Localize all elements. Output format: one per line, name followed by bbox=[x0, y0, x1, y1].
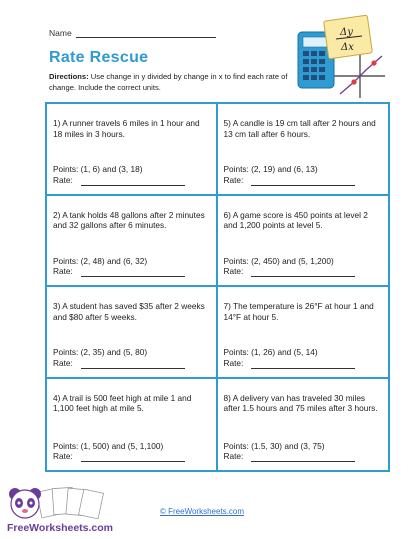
rate-answer-field[interactable] bbox=[53, 175, 210, 186]
rate-label: Rate: bbox=[223, 174, 244, 185]
logo-text: FreeWorksheets.com bbox=[7, 522, 113, 534]
problem-answer-area bbox=[53, 164, 210, 189]
rate-label: Rate: bbox=[53, 266, 73, 277]
problem-cell bbox=[218, 287, 389, 379]
footer-copyright-link[interactable]: © FreeWorksheets.com bbox=[160, 507, 244, 516]
problem-points: Points: (2, 48) and (6, 32) bbox=[53, 255, 148, 266]
directions-text: Use change in y divided by change in x to find each rate of change. Include the correct units. bbox=[49, 72, 288, 92]
problem-points: Points: (1, 6) and (3, 18) bbox=[53, 164, 143, 175]
problem-text: 6) A game score is 450 points at level 2 and 1,200 points at level 5. bbox=[223, 209, 368, 231]
rate-label: Rate: bbox=[53, 451, 73, 462]
problem-answer-area bbox=[224, 347, 383, 372]
problem-points: Points: (2, 450) and (5, 1,200) bbox=[223, 255, 334, 266]
freeworksheets-logo bbox=[5, 482, 113, 536]
rate-blank-line[interactable] bbox=[251, 359, 355, 369]
graph-point bbox=[371, 60, 376, 65]
worksheet-stack-icon bbox=[37, 487, 104, 518]
rate-blank-line[interactable] bbox=[81, 359, 185, 369]
problem-cell bbox=[47, 287, 218, 379]
delta-card bbox=[324, 15, 373, 59]
rate-blank-line[interactable] bbox=[251, 267, 355, 277]
problem-cell bbox=[47, 196, 218, 288]
rate-blank-line[interactable] bbox=[251, 452, 355, 462]
rate-label: Rate: bbox=[223, 451, 244, 462]
rate-blank-line[interactable] bbox=[81, 452, 185, 462]
rate-answer-field[interactable] bbox=[53, 266, 210, 277]
problem-text: 1) A runner travels 6 miles in 1 hour and 18 miles in 3 hours. bbox=[53, 118, 200, 139]
rate-blank-line[interactable] bbox=[81, 176, 185, 186]
problem-points: Points: (1.5, 30) and (3, 75) bbox=[223, 440, 325, 451]
rate-label: Rate: bbox=[223, 357, 244, 368]
graph-point bbox=[351, 79, 356, 84]
rate-blank-line[interactable] bbox=[81, 267, 185, 277]
rate-label: Rate: bbox=[223, 266, 244, 277]
rate-answer-field[interactable] bbox=[53, 358, 210, 369]
problem-cell bbox=[47, 104, 218, 196]
problem-answer-area bbox=[224, 164, 383, 189]
problem-points: Points: (1, 26) and (5, 14) bbox=[223, 347, 318, 358]
problem-text: 8) A delivery van has traveled 30 miles after 1.5 hours and 75 miles after 3 hours. bbox=[223, 392, 378, 414]
problem-points: Points: (1, 500) and (5, 1,100) bbox=[53, 440, 164, 451]
rate-answer-field[interactable] bbox=[224, 358, 383, 369]
name-label: Name bbox=[49, 28, 72, 38]
rate-answer-field[interactable] bbox=[224, 451, 383, 462]
worksheet-title: Rate Rescue bbox=[49, 49, 149, 66]
problem-text: 4) A trail is 500 feet high at mile 1 and 1,100 feet high at mile 5. bbox=[53, 392, 192, 414]
delta-x-text: Δx bbox=[341, 42, 354, 53]
problem-answer-area bbox=[224, 441, 383, 466]
rate-blank-line[interactable] bbox=[251, 176, 355, 186]
problem-cell bbox=[218, 379, 389, 471]
problem-cell bbox=[47, 379, 218, 471]
rate-label: Rate: bbox=[53, 357, 73, 368]
problem-answer-area bbox=[224, 256, 383, 281]
problem-grid bbox=[45, 102, 390, 472]
rate-answer-field[interactable] bbox=[224, 175, 383, 186]
name-field[interactable] bbox=[49, 28, 216, 38]
problem-cell bbox=[218, 104, 389, 196]
directions-label: Directions: bbox=[49, 72, 89, 81]
problem-points: Points: (2, 35) and (5, 80) bbox=[53, 347, 148, 358]
rate-answer-field[interactable] bbox=[53, 451, 210, 462]
problem-text: 5) A candle is 19 cm tall after 2 hours and 13 cm tall after 6 hours. bbox=[223, 118, 376, 139]
problem-answer-area bbox=[53, 347, 210, 372]
rate-answer-field[interactable] bbox=[224, 266, 383, 277]
directions bbox=[49, 72, 304, 93]
name-line[interactable] bbox=[76, 29, 216, 38]
problem-answer-area bbox=[53, 256, 210, 281]
problem-text: 7) The temperature is 26°F at hour 1 and 14°F at hour 5. bbox=[223, 301, 374, 322]
problem-cell bbox=[218, 196, 389, 288]
problem-text: 3) A student has saved $35 after 2 weeks and $80 after 5 weeks. bbox=[53, 301, 205, 322]
rate-label: Rate: bbox=[53, 174, 73, 185]
problem-points: Points: (2, 19) and (6, 13) bbox=[223, 164, 318, 175]
panda-icon bbox=[9, 488, 41, 518]
delta-y-text: Δy bbox=[340, 27, 353, 38]
problem-text: 2) A tank holds 48 gallons after 2 minutes and 32 gallons after 6 minutes. bbox=[53, 209, 205, 231]
calculator-graph-icon bbox=[294, 14, 386, 100]
problem-answer-area bbox=[53, 441, 210, 466]
